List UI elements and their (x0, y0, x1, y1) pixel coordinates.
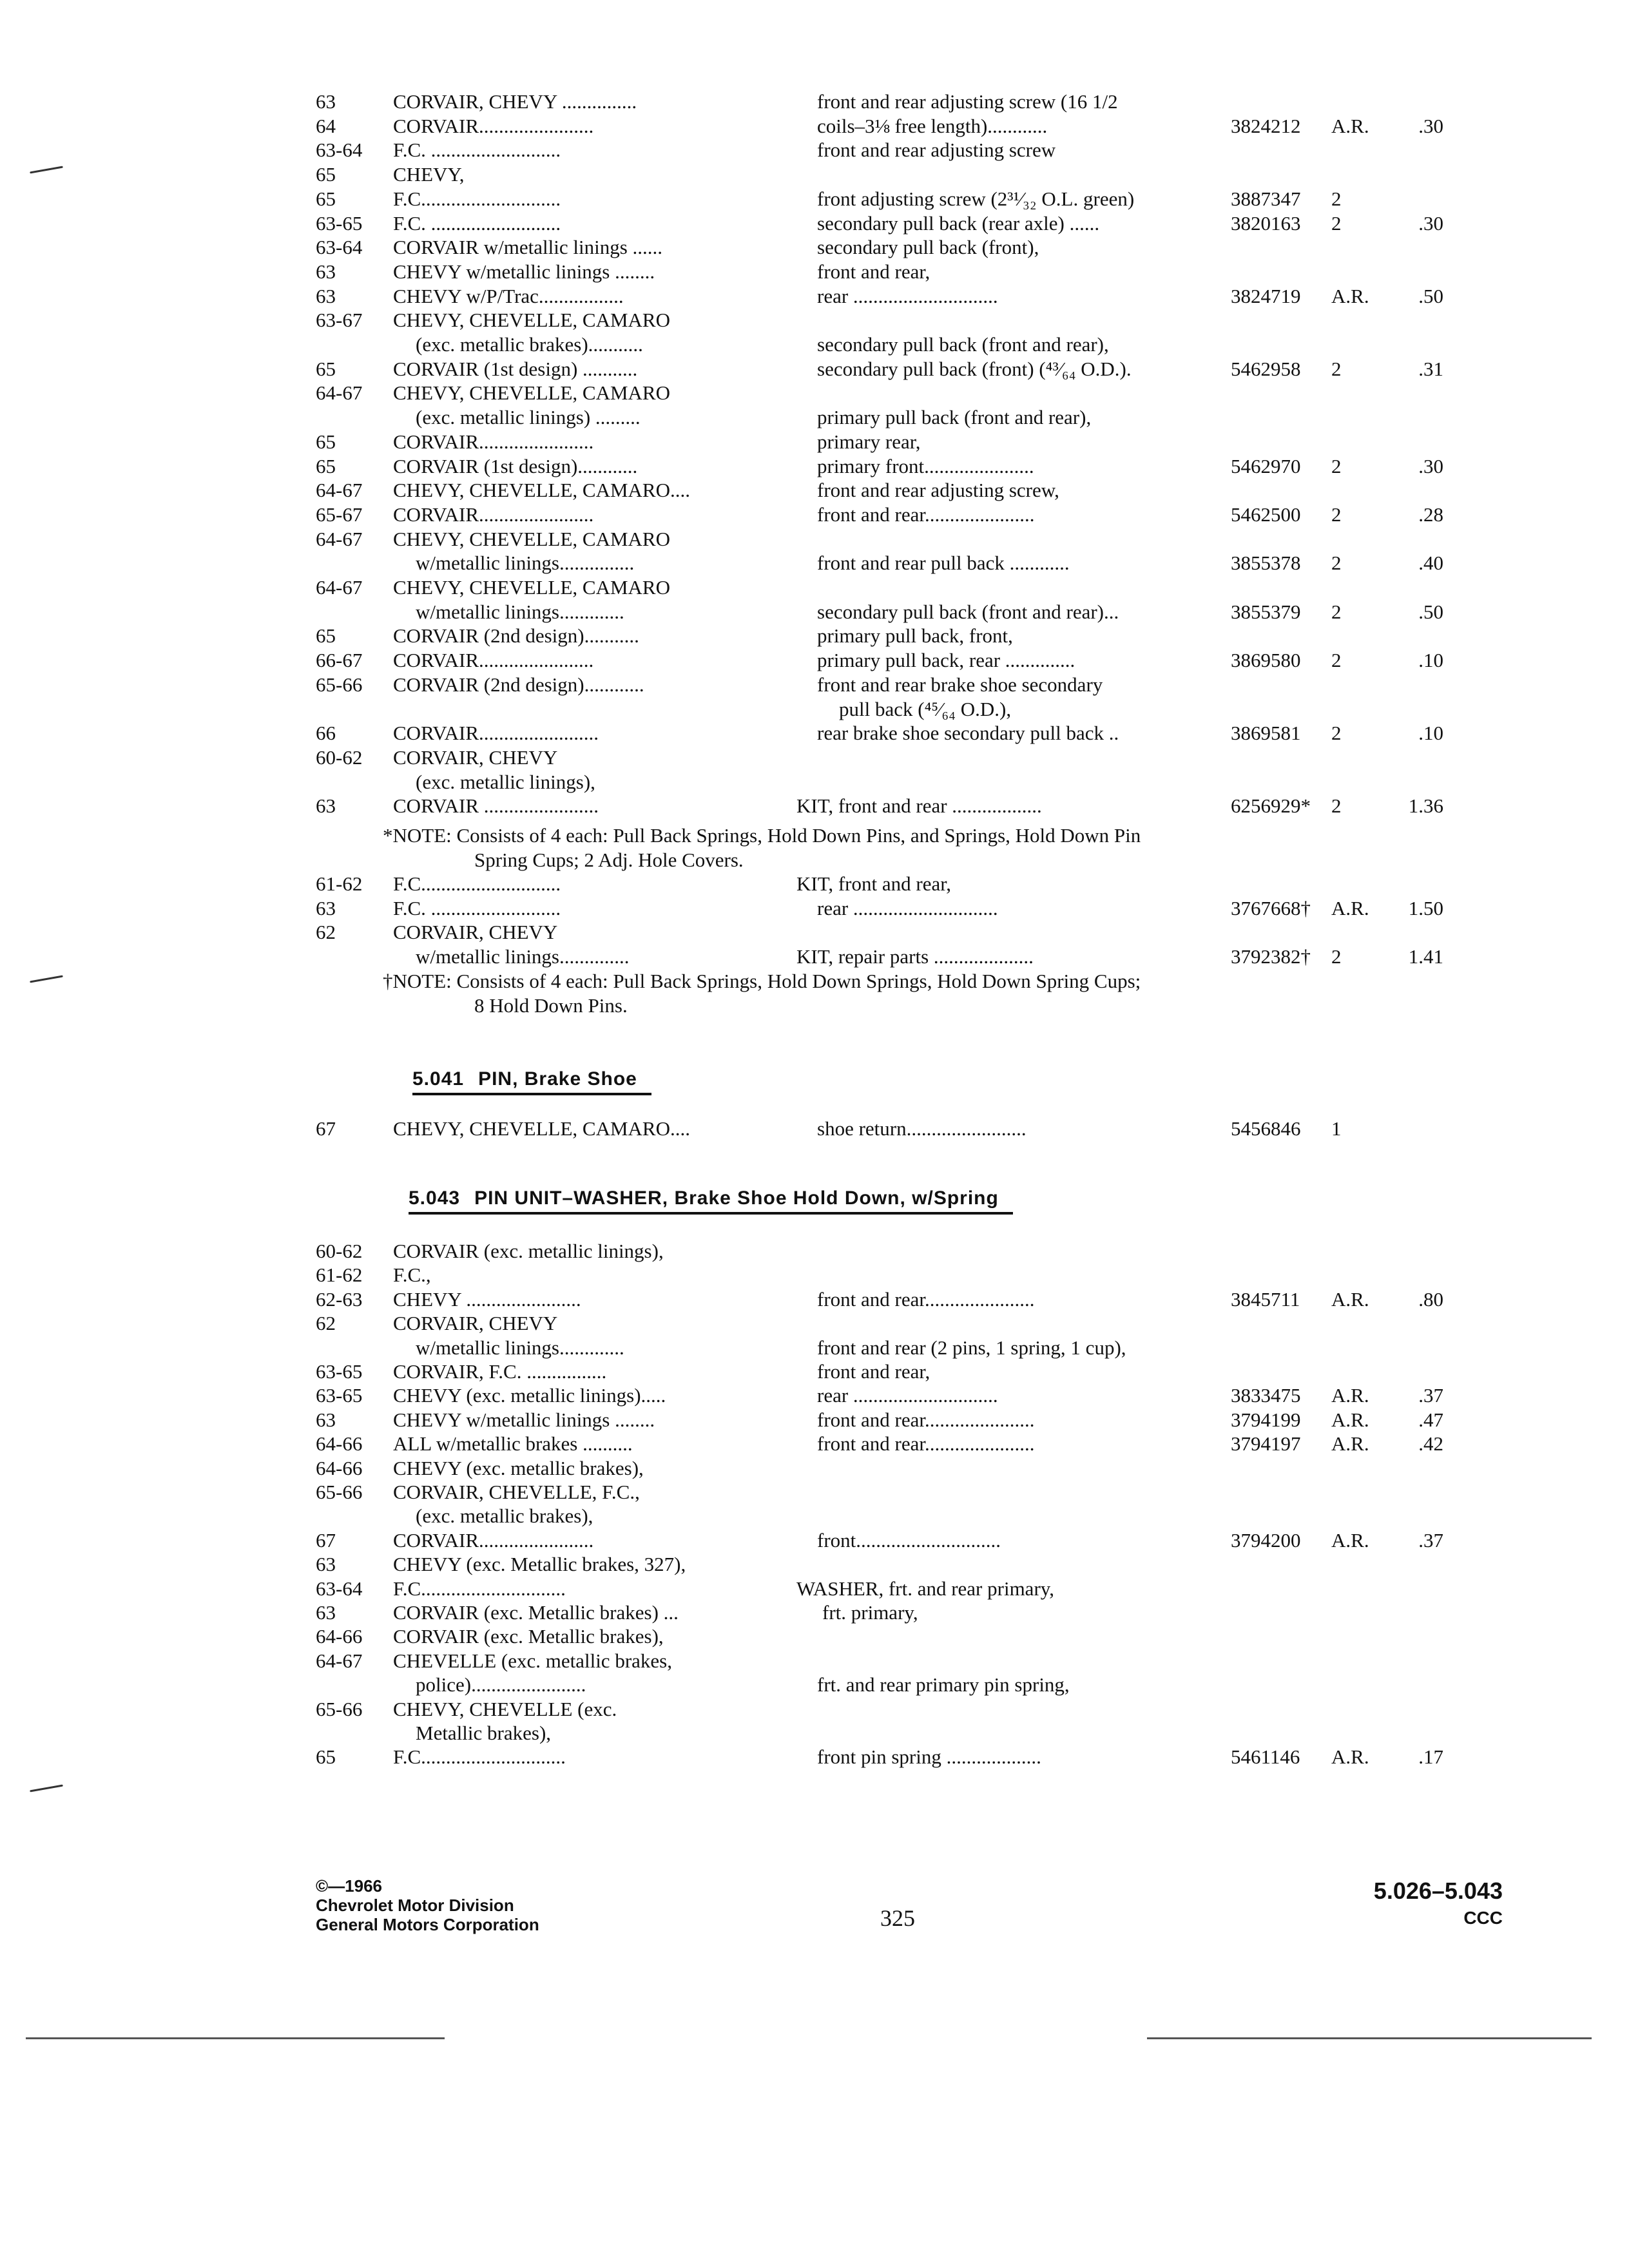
row-model: CHEVY, CHEVELLE, CAMARO (393, 381, 670, 405)
row-quantity: 1 (1331, 1117, 1342, 1140)
row-year: 65 (316, 430, 336, 453)
row-description: front............................. (817, 1528, 1001, 1552)
row-year: 65-66 (316, 673, 363, 696)
row-description: front pin spring ................... (817, 1745, 1041, 1769)
table-row (0, 550, 1629, 576)
row-description: front and rear, (817, 1360, 930, 1383)
row-model: CORVAIR....................... (393, 430, 594, 453)
row-year: 63-65 (316, 1384, 363, 1407)
row-description: rear ............................. (817, 284, 998, 307)
row-quantity: 2 (1331, 357, 1342, 380)
row-description: secondary pull back (front) (⁴³⁄₆₄ O.D.). (817, 357, 1132, 380)
row-model: CORVAIR (exc. Metallic brakes), (393, 1625, 664, 1648)
table-row (0, 623, 1629, 649)
row-model: CHEVY w/metallic linings ........ (393, 1408, 655, 1431)
row-model: CORVAIR, CHEVELLE, F.C., (393, 1481, 640, 1503)
row-quantity: A.R. (1331, 1384, 1369, 1407)
row-part-number: 3824212 (1231, 114, 1301, 137)
table-row (0, 1359, 1629, 1385)
table-row (0, 1576, 1629, 1602)
row-model: CHEVY (exc. metallic brakes), (393, 1456, 644, 1479)
row-quantity: A.R. (1331, 1432, 1369, 1456)
row-description: rear ............................. (817, 896, 998, 919)
row-quantity: A.R. (1331, 114, 1369, 137)
row-description: secondary pull back (front and rear)... (817, 600, 1119, 623)
table-row (0, 672, 1629, 698)
margin-mark (30, 1785, 63, 1792)
row-model: F.C. .......................... (393, 896, 561, 919)
row-model: F.C. .......................... (393, 139, 561, 162)
row-year: 65 (316, 163, 336, 186)
row-price: .17 (1418, 1745, 1443, 1769)
table-row (0, 1552, 1629, 1577)
row-model: w/metallic linings............. (416, 1336, 624, 1359)
row-model: CORVAIR, CHEVY (393, 745, 558, 769)
row-description: primary pull back, rear .............. (817, 649, 1075, 672)
row-part-number: 5456846 (1231, 1117, 1301, 1140)
row-part-number: 3794200 (1231, 1528, 1301, 1552)
row-model: CORVAIR (2nd design)............ (393, 673, 644, 696)
row-description: front and rear, (817, 260, 930, 283)
row-price: 1.41 (1408, 945, 1443, 968)
row-quantity: 2 (1331, 552, 1342, 575)
row-price: .30 (1418, 454, 1443, 477)
section-range-block (1374, 1876, 1503, 1930)
row-year: 64-66 (316, 1432, 363, 1456)
row-year: 65 (316, 357, 336, 380)
row-model: CORVAIR, CHEVY ............... (393, 90, 637, 113)
row-description: front and rear...................... (817, 1408, 1035, 1431)
row-price: 1.36 (1408, 794, 1443, 818)
note-line: 8 Hold Down Pins. (474, 994, 628, 1017)
table-row (0, 454, 1629, 479)
copyright: ©—1966 (316, 1876, 382, 1896)
table-row (0, 1238, 1629, 1264)
table-row (0, 429, 1629, 455)
row-price: .10 (1418, 649, 1443, 672)
table-row (0, 307, 1629, 333)
row-model: F.C............................ (393, 187, 561, 210)
row-model: CORVAIR w/metallic linings ...... (393, 236, 663, 259)
table-row (0, 697, 1629, 722)
row-quantity: A.R. (1331, 896, 1369, 919)
table-row (0, 1528, 1629, 1553)
row-model: CORVAIR ....................... (393, 794, 599, 818)
margin-mark (30, 975, 63, 983)
row-part-number: 3833475 (1231, 1384, 1301, 1407)
row-model: CHEVY, CHEVELLE (exc. (393, 1697, 617, 1720)
row-year: 60-62 (316, 1240, 363, 1262)
table-row (0, 137, 1629, 163)
row-description: shoe return........................ (817, 1117, 1027, 1140)
table-row (0, 599, 1629, 625)
row-description: front adjusting screw (2³¹⁄₃₂ O.L. green) (817, 187, 1135, 210)
row-model: CORVAIR, F.C. ................ (393, 1360, 607, 1383)
row-part-number: 3794199 (1231, 1408, 1301, 1431)
row-quantity: 2 (1331, 454, 1342, 477)
note-line: *NOTE: Consists of 4 each: Pull Back Springs, Hold Down Pins, and Springs, Hold Down Pin (383, 824, 1141, 847)
row-part-number: 3794197 (1231, 1432, 1301, 1456)
row-year: 65 (316, 1745, 336, 1769)
row-description: primary pull back (front and rear), (817, 406, 1092, 429)
table-row (0, 1503, 1629, 1529)
row-model: CHEVY w/metallic linings ........ (393, 260, 655, 283)
row-model: F.C............................. (393, 1745, 566, 1769)
row-model: F.C............................. (393, 1577, 566, 1600)
row-description: KIT, front and rear, (796, 872, 952, 895)
table-row (0, 1116, 1629, 1142)
table-row (0, 1744, 1629, 1770)
row-part-number: 5461146 (1231, 1745, 1300, 1769)
row-year: 63 (316, 1408, 336, 1431)
row-model: CHEVY, CHEVELLE, CAMARO (393, 527, 670, 550)
row-model: CHEVY, CHEVELLE, CAMARO.... (393, 479, 690, 502)
table-row (0, 648, 1629, 673)
row-year: 65-67 (316, 503, 363, 526)
row-model: CHEVY w/P/Trac................. (393, 284, 624, 307)
row-quantity: 2 (1331, 945, 1342, 968)
table-row (0, 284, 1629, 309)
row-quantity: A.R. (1331, 1528, 1369, 1552)
row-model: CORVAIR (exc. Metallic brakes) ... (393, 1601, 679, 1624)
row-model: CHEVY, CHEVELLE, CAMARO (393, 576, 670, 599)
row-year: 63-67 (316, 309, 363, 332)
row-part-number: 5462500 (1231, 503, 1301, 526)
row-part-number: 3824719 (1231, 284, 1301, 307)
row-price: .47 (1418, 1408, 1443, 1431)
row-model: CORVAIR, CHEVY (393, 921, 558, 943)
row-year: 65-66 (316, 1697, 363, 1720)
row-model: CORVAIR (2nd design)........... (393, 624, 639, 648)
row-description: rear ............................. (817, 1384, 998, 1407)
row-description: KIT, front and rear .................. (796, 794, 1042, 818)
row-description: front and rear...................... (817, 503, 1035, 526)
row-description: front and rear adjusting screw, (817, 479, 1059, 502)
row-model: (exc. metallic brakes)........... (416, 333, 643, 356)
row-year: 66-67 (316, 649, 363, 672)
row-price: .50 (1418, 284, 1443, 307)
row-year: 63-65 (316, 1360, 363, 1383)
row-year: 63-65 (316, 211, 363, 235)
row-part-number: 3887347 (1231, 187, 1301, 210)
table-row (0, 1407, 1629, 1433)
row-quantity: 2 (1331, 503, 1342, 526)
section-title: PIN UNIT–WASHER, Brake Shoe Hold Down, w/Spring (474, 1187, 999, 1209)
row-year: 64-67 (316, 381, 363, 405)
table-row (0, 113, 1629, 139)
section-range: 5.026–5.043 (1373, 1878, 1503, 1904)
table-row (0, 380, 1629, 406)
row-model: (exc. metallic brakes), (416, 1504, 593, 1528)
row-year: 64 (316, 114, 336, 137)
row-description: WASHER, frt. and rear primary, (796, 1577, 1055, 1600)
table-row (0, 1720, 1629, 1746)
row-model: CORVAIR........................ (393, 722, 599, 745)
row-year: 65-66 (316, 1481, 363, 1503)
row-year: 61-62 (316, 872, 363, 895)
row-description: primary pull back, front, (817, 624, 1013, 648)
row-quantity: A.R. (1331, 284, 1369, 307)
row-description: pull back (⁴⁵⁄₆₄ O.D.), (839, 697, 1012, 720)
table-row (0, 162, 1629, 187)
table-row (0, 89, 1629, 115)
row-description: secondary pull back (front), (817, 236, 1039, 259)
row-year: 62 (316, 921, 336, 943)
row-part-number: 5462970 (1231, 454, 1301, 477)
row-description: front and rear...................... (817, 1287, 1035, 1311)
table-row (0, 211, 1629, 236)
row-quantity: 2 (1331, 600, 1342, 623)
row-description: coils–3⅛ free length)............ (817, 114, 1048, 137)
table-row (0, 526, 1629, 552)
row-year: 63 (316, 1601, 336, 1624)
row-part-number: 3767668† (1231, 896, 1311, 919)
row-year: 60-62 (316, 745, 363, 769)
table-row (0, 1383, 1629, 1408)
row-year: 65 (316, 454, 336, 477)
table-row (0, 793, 1629, 819)
row-price: .31 (1418, 357, 1443, 380)
row-year: 63 (316, 794, 336, 818)
row-part-number: 3845711 (1231, 1287, 1300, 1311)
row-price: .10 (1418, 722, 1443, 745)
row-description: rear brake shoe secondary pull back .. (817, 722, 1119, 745)
table-row (0, 1287, 1629, 1312)
row-year: 62 (316, 1312, 336, 1335)
row-quantity: A.R. (1331, 1745, 1369, 1769)
row-model: ALL w/metallic brakes .......... (393, 1432, 633, 1456)
row-year: 63-64 (316, 236, 363, 259)
row-description: front and rear (2 pins, 1 spring, 1 cup), (817, 1336, 1126, 1359)
table-row (0, 356, 1629, 382)
table-row (0, 745, 1629, 771)
row-model: (exc. metallic linings) ......... (416, 406, 641, 429)
note-line: Spring Cups; 2 Adj. Hole Covers. (474, 849, 744, 871)
table-row (0, 1672, 1629, 1698)
row-price: 1.50 (1408, 896, 1443, 919)
row-description: front and rear adjusting screw (16 1/2 (817, 90, 1118, 113)
row-model: Metallic brakes), (416, 1722, 552, 1744)
table-row (0, 575, 1629, 601)
row-model: CORVAIR....................... (393, 649, 594, 672)
row-model: w/metallic linings............. (416, 600, 624, 623)
row-model: F.C., (393, 1264, 431, 1287)
row-quantity: A.R. (1331, 1287, 1369, 1311)
section-heading-5-041 (412, 1068, 651, 1095)
row-model: CHEVY (exc. Metallic brakes, 327), (393, 1553, 686, 1576)
row-model: CORVAIR (1st design) ........... (393, 357, 638, 380)
division-name: Chevrolet Motor Division (316, 1896, 514, 1915)
row-price: .80 (1418, 1287, 1443, 1311)
table-row (0, 186, 1629, 212)
row-year: 66 (316, 722, 336, 745)
table-row (0, 1262, 1629, 1288)
row-year: 65 (316, 624, 336, 648)
row-price: .28 (1418, 503, 1443, 526)
row-description: front and rear adjusting screw (817, 139, 1056, 162)
row-quantity: 2 (1331, 211, 1342, 235)
row-model: police)....................... (416, 1673, 586, 1696)
row-year: 67 (316, 1528, 336, 1552)
row-description: secondary pull back (rear axle) ...... (817, 211, 1100, 235)
bottom-rule-right (1147, 2037, 1592, 2039)
bottom-rule-left (26, 2037, 445, 2039)
row-year: 64-66 (316, 1456, 363, 1479)
section-title: PIN, Brake Shoe (478, 1068, 637, 1090)
row-description: primary rear, (817, 430, 921, 453)
row-year: 65 (316, 187, 336, 210)
row-model: F.C............................ (393, 872, 561, 895)
row-price: .50 (1418, 600, 1443, 623)
row-description: KIT, repair parts .................... (796, 945, 1034, 968)
table-row (0, 1311, 1629, 1336)
row-model: CHEVY, CHEVELLE, CAMARO.... (393, 1117, 690, 1140)
row-year: 64-67 (316, 1649, 363, 1672)
table-row (0, 502, 1629, 528)
table-row (0, 1600, 1629, 1626)
row-description: frt. and rear primary pin spring, (817, 1673, 1070, 1696)
row-price: .30 (1418, 114, 1443, 137)
row-model: F.C. .......................... (393, 211, 561, 235)
row-part-number: 3820163 (1231, 211, 1301, 235)
row-model: w/metallic linings............... (416, 552, 635, 575)
row-year: 62-63 (316, 1287, 363, 1311)
table-row (0, 235, 1629, 260)
table-row (0, 1648, 1629, 1674)
row-description: secondary pull back (front and rear), (817, 333, 1109, 356)
row-year: 63 (316, 896, 336, 919)
row-quantity: 2 (1331, 722, 1342, 745)
row-description: front and rear pull back ............ (817, 552, 1070, 575)
row-model: w/metallic linings.............. (416, 945, 630, 968)
row-model: CHEVY, (393, 163, 465, 186)
table-row (0, 1624, 1629, 1649)
row-quantity: A.R. (1331, 1408, 1369, 1431)
row-part-number: 3855378 (1231, 552, 1301, 575)
table-row (0, 896, 1629, 921)
page-number: 325 (880, 1905, 915, 1931)
row-description: primary front...................... (817, 454, 1034, 477)
table-row (0, 944, 1629, 970)
row-year: 64-67 (316, 576, 363, 599)
row-model: CORVAIR....................... (393, 114, 594, 137)
row-model: CORVAIR (1st design)............ (393, 454, 638, 477)
row-description: frt. primary, (822, 1601, 918, 1624)
table-row (0, 1696, 1629, 1722)
row-quantity: 2 (1331, 794, 1342, 818)
corporation-name: General Motors Corporation (316, 1915, 539, 1934)
catalog-code: CCC (1463, 1908, 1503, 1928)
row-part-number: 6256929* (1231, 794, 1311, 818)
row-part-number: 3869581 (1231, 722, 1301, 745)
row-model: (exc. metallic linings), (416, 770, 595, 793)
row-quantity: 2 (1331, 649, 1342, 672)
row-quantity: 2 (1331, 187, 1342, 210)
row-price: .37 (1418, 1528, 1443, 1552)
row-year: 63 (316, 284, 336, 307)
table-row (0, 919, 1629, 945)
table-row (0, 871, 1629, 897)
row-model: CORVAIR....................... (393, 1528, 594, 1552)
row-price: .42 (1418, 1432, 1443, 1456)
row-year: 67 (316, 1117, 336, 1140)
row-part-number: 3855379 (1231, 600, 1301, 623)
row-description: front and rear brake shoe secondary (817, 673, 1103, 696)
publisher-block (316, 1876, 539, 1934)
row-price: .37 (1418, 1384, 1443, 1407)
row-year: 64-67 (316, 527, 363, 550)
section-heading-5-043 (409, 1187, 1013, 1215)
table-row (0, 769, 1629, 795)
row-model: CHEVY (exc. metallic linings)..... (393, 1384, 666, 1407)
row-year: 63-64 (316, 139, 363, 162)
row-model: CHEVY ....................... (393, 1287, 581, 1311)
row-price: .30 (1418, 211, 1443, 235)
row-model: CORVAIR....................... (393, 503, 594, 526)
section-number: 5.043 (409, 1187, 461, 1209)
table-row (0, 1335, 1629, 1361)
note-line: †NOTE: Consists of 4 each: Pull Back Springs, Hold Down Springs, Hold Down Spring Cups; (383, 970, 1141, 992)
row-year: 63 (316, 260, 336, 283)
table-row (0, 477, 1629, 503)
row-description: front and rear...................... (817, 1432, 1035, 1456)
row-model: CHEVY, CHEVELLE, CAMARO (393, 309, 670, 332)
row-price: .40 (1418, 552, 1443, 575)
row-part-number: 3792382† (1231, 945, 1311, 968)
table-row (0, 1479, 1629, 1505)
table-row (0, 405, 1629, 430)
row-year: 63 (316, 90, 336, 113)
row-year: 61-62 (316, 1264, 363, 1287)
row-year: 64-66 (316, 1625, 363, 1648)
row-part-number: 5462958 (1231, 357, 1301, 380)
row-year: 63 (316, 1553, 336, 1576)
row-part-number: 3869580 (1231, 649, 1301, 672)
row-model: CORVAIR (exc. metallic linings), (393, 1240, 664, 1262)
row-model: CORVAIR, CHEVY (393, 1312, 558, 1335)
table-row (0, 1456, 1629, 1481)
table-row (0, 1431, 1629, 1457)
table-row (0, 332, 1629, 358)
row-year: 63-64 (316, 1577, 363, 1600)
table-row (0, 720, 1629, 746)
row-year: 64-67 (316, 479, 363, 502)
table-row (0, 259, 1629, 285)
row-model: CHEVELLE (exc. metallic brakes, (393, 1649, 672, 1672)
section-number: 5.041 (412, 1068, 465, 1090)
